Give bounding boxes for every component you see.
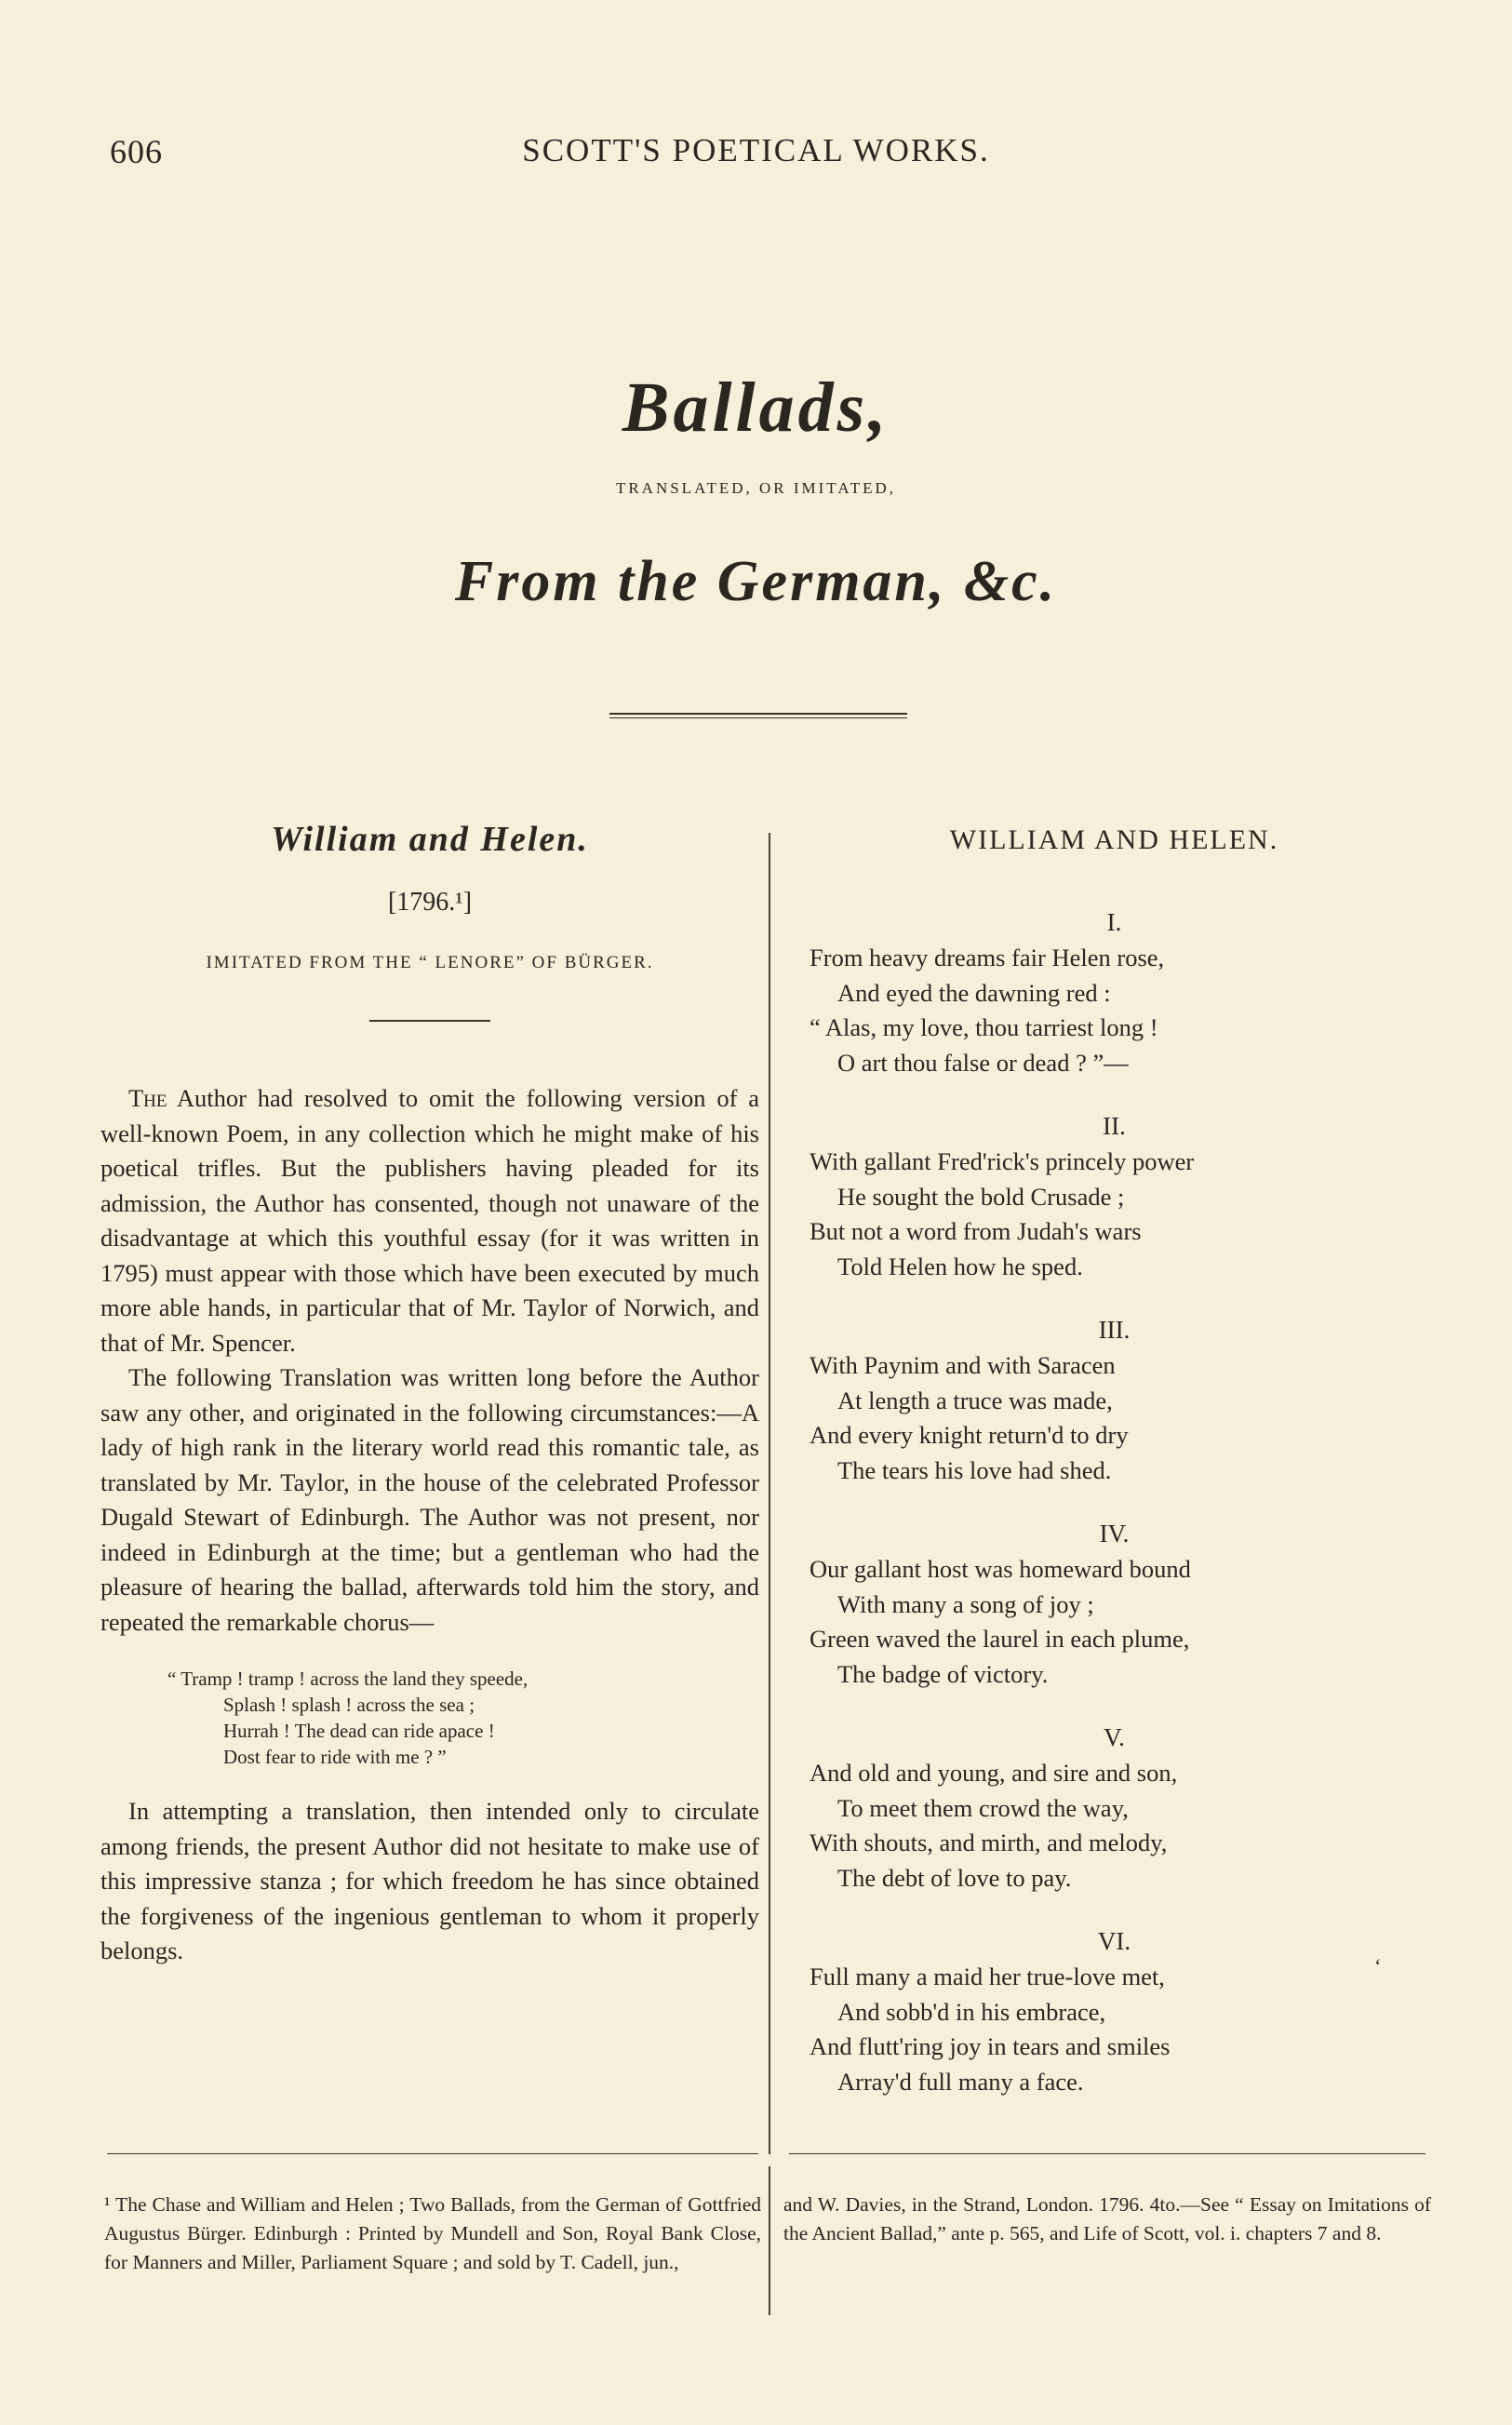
column-divider bbox=[769, 833, 770, 2154]
poem-heading-blackletter: William and Helen. bbox=[271, 820, 589, 859]
title-rule bbox=[609, 713, 907, 715]
stanza-numeral: III. bbox=[1098, 1316, 1131, 1344]
page-number: 606 bbox=[110, 133, 163, 170]
stanza bbox=[810, 908, 1419, 1080]
verse-line: With gallant Fred'rick's princely power bbox=[810, 1147, 1195, 1175]
verse-line: The debt of love to pay. bbox=[837, 1863, 1072, 1892]
paragraph-text: Author had resolved to omit the following version of a well-known Poem, in any collection which he might make of his poetical trifles. But the publishers having pleaded for its admission, the Author has consented, though not unaware of the disadvantage at which this youthful essay (for it was written in 1795) must appear with those which have been executed by much more able hands, in particular that of Mr. Taylor of Norwich, and that of Mr. Spencer. bbox=[100, 1084, 759, 1357]
verse-line: And old and young, and sire and son, bbox=[810, 1759, 1178, 1787]
title-rule-thin bbox=[609, 717, 907, 718]
verse-line: Full many a maid her true-love met, bbox=[810, 1963, 1165, 1990]
chorus-line: “ Tramp ! tramp ! across the land they speede, bbox=[167, 1668, 529, 1690]
verse-line: The badge of victory. bbox=[837, 1659, 1049, 1688]
section-origin: From the German, &c. bbox=[454, 550, 1058, 613]
verse-line: But not a word from Judah's wars bbox=[810, 1217, 1142, 1245]
intro-paragraph-1 bbox=[100, 1081, 759, 1360]
stanza-numeral: IV. bbox=[1099, 1520, 1130, 1547]
chorus-quote bbox=[167, 1666, 759, 1770]
verse-line: To meet them crowd the way, bbox=[837, 1793, 1129, 1822]
verse-line: And every knight return'd to dry bbox=[810, 1421, 1129, 1449]
stanza bbox=[810, 1316, 1419, 1488]
verse-line: With shouts, and mirth, and melody, bbox=[810, 1829, 1168, 1856]
section-title: Ballads, bbox=[622, 368, 890, 447]
verse-line: At length a truce was made, bbox=[837, 1386, 1113, 1414]
verse-line: With many a song of joy ; bbox=[837, 1589, 1094, 1618]
verse-line: “ Alas, my love, thou tarriest long ! bbox=[810, 1013, 1158, 1041]
chorus-line: Dost fear to ride with me ? ” bbox=[223, 1746, 447, 1768]
section-subtitle: TRANSLATED, OR IMITATED, bbox=[615, 479, 897, 497]
stanza-numeral: I. bbox=[1106, 908, 1122, 936]
stanza bbox=[810, 1112, 1419, 1284]
chorus-line: Hurrah ! The dead can ride apace ! bbox=[223, 1720, 495, 1742]
verse-line: And sobb'd in his embrace, bbox=[837, 1997, 1106, 2026]
left-column bbox=[100, 819, 759, 1969]
verse-line: O art thou false or dead ? ”— bbox=[837, 1048, 1129, 1077]
poem-heading: WILLIAM AND HELEN. bbox=[949, 824, 1279, 855]
verse-line: With Paynim and with Saracen bbox=[810, 1351, 1116, 1379]
stanza-numeral: V. bbox=[1104, 1723, 1125, 1751]
poem-date: [1796.¹] bbox=[387, 888, 473, 917]
verse-line: He sought the bold Crusade ; bbox=[837, 1182, 1125, 1211]
stanza bbox=[810, 1520, 1419, 1692]
stanza-numeral: VI. bbox=[1097, 1927, 1131, 1955]
intro-paragraph-2: The following Translation was written long before the Author saw any other, and originated in the following circumstances:—A lady of high rank in the literary world read this romantic tale, as translated by Mr. Taylor, in the house of the celebrated Professor Dugald Stewart of Edinburgh. The Author was not present, nor indeed in Edinburgh at the time; but a gentleman who had the pleasure of hearing the ballad, afterwards told him the story, and repeated the remarkable chorus— bbox=[100, 1363, 759, 1636]
footnote-right: and W. Davies, in the Strand, London. 1796. 4to.—See “ Essay on Imitations of the Ancient Ballad,” ante p. 565, and Life of Scott, vol. i. chapters 7 and 8. bbox=[783, 2193, 1431, 2244]
footnote-rule bbox=[107, 2153, 758, 2154]
stanza bbox=[810, 1723, 1419, 1896]
short-rule bbox=[369, 1020, 490, 1022]
footnote-left: ¹ The Chase and William and Helen ; Two Ballads, from the German of Gottfried Augustus Bürger. Edinburgh : Printed by Mundell and Son, Royal Bank Close, for Manners and Miller, Parliament Square ; and sold by T. Cadell, jun., bbox=[104, 2193, 761, 2273]
footnote-divider bbox=[769, 2166, 770, 2315]
footnote-rule bbox=[789, 2153, 1425, 2154]
verse-line: Array'd full many a face. bbox=[837, 2067, 1084, 2096]
running-title: SCOTT'S POETICAL WORKS. bbox=[522, 132, 990, 168]
verse-line: Our gallant host was homeward bound bbox=[810, 1555, 1191, 1583]
stanza bbox=[810, 1927, 1419, 2099]
stanza-numeral: II. bbox=[1103, 1112, 1126, 1140]
imitated-note: IMITATED FROM THE “ LENORE” OF BÜRGER. bbox=[206, 953, 654, 972]
stray-ink-mark: ʻ bbox=[1373, 1954, 1381, 1977]
verse-line: Green waved the laurel in each plume, bbox=[810, 1625, 1190, 1653]
verse-line: From heavy dreams fair Helen rose, bbox=[810, 944, 1165, 971]
intro-paragraph-3: In attempting a translation, then intended only to circulate among friends, the present Author did not hesitate to make use of this impressive stanza ; for which freedom he has since obtained the forgiveness of the ingenious gentleman to whom it properly belongs. bbox=[100, 1797, 759, 1964]
verse-line: Told Helen how he sped. bbox=[837, 1252, 1083, 1280]
paragraph-lead: The bbox=[128, 1084, 167, 1112]
verse-line: The tears his love had shed. bbox=[837, 1455, 1112, 1484]
verse-line: And eyed the dawning red : bbox=[837, 978, 1111, 1007]
right-column bbox=[810, 819, 1419, 2099]
chorus-line: Splash ! splash ! across the sea ; bbox=[223, 1694, 475, 1716]
running-header bbox=[110, 132, 1402, 179]
verse-line: And flutt'ring joy in tears and smiles bbox=[810, 2032, 1171, 2060]
